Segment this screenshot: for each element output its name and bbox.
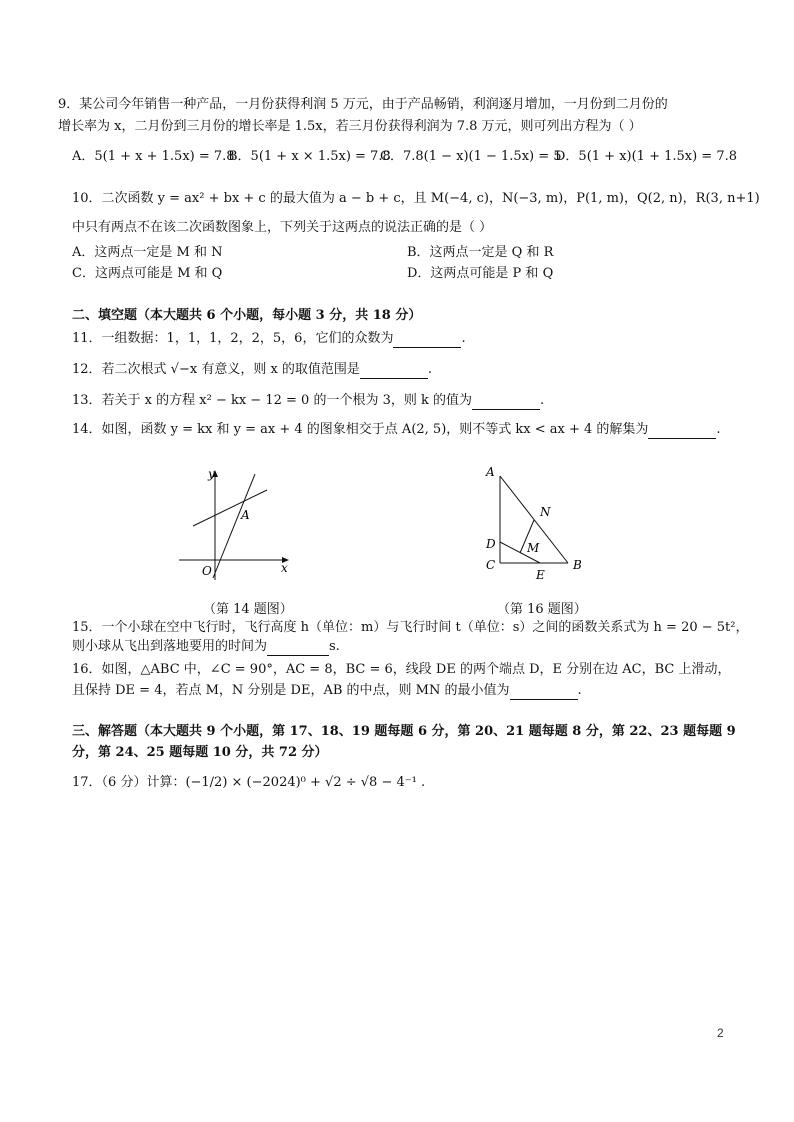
- page-number: 2: [717, 1026, 724, 1040]
- q16-stem: 且保持 DE = 4，若点 M，N 分别是 DE，AB 的中点，则 MN 的最小值为: [72, 683, 510, 698]
- q13-text: [72, 392, 544, 410]
- figure-14-caption: （第 14 题图）: [203, 602, 293, 617]
- q13-answer-blank[interactable]: [472, 395, 540, 410]
- q16-end: .: [577, 683, 582, 698]
- y-axis-label: y: [208, 467, 215, 481]
- q10-line1: 10．二次函数 y = ax² + bx + c 的最大值为 a − b + c，且 M(−4, c)，N(−3, m)，P(1, m)，Q(2, n)，R(3, n+1): [72, 191, 760, 206]
- x-axis-label: x: [281, 561, 288, 575]
- q10-option-d: D．这两点可能是 P 和 Q: [407, 266, 554, 281]
- q15-end: s.: [329, 639, 340, 654]
- q13-stem: 13．若关于 x 的方程 x² − kx − 12 = 0 的一个根为 3，则 k 的值为: [72, 393, 472, 408]
- vertex-b-label: B: [573, 558, 582, 572]
- q14-text: [72, 421, 721, 439]
- line-y-kx: [213, 474, 255, 578]
- section-3-title-line1: 三、解答题（本大题共 9 个小题，第 17、18、19 题每题 6 分，第 20、21 题每题 8 分，第 22、23 题每题 9: [72, 724, 736, 739]
- vertex-c-label: C: [486, 558, 496, 572]
- q13-end: .: [540, 393, 545, 408]
- q15-line1: 15．一个小球在空中飞行时，飞行高度 h（单位：m）与飞行时间 t（单位：s）之间的函数关系式为 h = 20 − 5t²，: [72, 620, 749, 635]
- q9-line1: 9．某公司今年销售一种产品，一月份获得利润 5 万元，由于产品畅销，利润逐月增加，一月份到二月份的: [58, 97, 668, 112]
- point-m-label: M: [527, 541, 540, 555]
- q10-option-b: B．这两点一定是 Q 和 R: [407, 245, 554, 260]
- origin-label: O: [202, 564, 212, 578]
- section-3-title-line2: 分，第 24、25 题每题 10 分，共 72 分）: [72, 745, 328, 760]
- q15-stem: 则小球从飞出到落地要用的时间为: [72, 639, 268, 654]
- q16-line1: 16．如图，△ABC 中，∠C = 90°，AC = 8，BC = 6，线段 DE 的两个端点 D，E 分别在边 AC，BC 上滑动，: [72, 662, 731, 677]
- q14-end: .: [716, 422, 721, 437]
- vertex-a-label: A: [486, 465, 495, 479]
- q16-answer-blank[interactable]: [510, 685, 578, 700]
- figure-16: [480, 458, 590, 586]
- figure-16-caption: （第 16 题图）: [497, 602, 587, 617]
- q10-option-c: C．这两点可能是 M 和 Q: [72, 266, 223, 281]
- q11-stem: 11．一组数据：1，1，1，2，2，5，6，它们的众数为: [72, 331, 394, 346]
- q15-line2: [72, 638, 340, 656]
- q9-option-b: B．5(1 + x × 1.5x) = 7.8: [228, 149, 391, 164]
- point-e-label: E: [536, 568, 545, 582]
- q12-answer-blank[interactable]: [360, 364, 428, 379]
- q9-option-c: C．7.8(1 − x)(1 − 1.5x) = 5: [380, 149, 562, 164]
- figure-14: [175, 462, 295, 587]
- q16-line2: [72, 682, 582, 700]
- q15-answer-blank[interactable]: [267, 641, 329, 656]
- q10-line2: 中只有两点不在该二次函数图象上，下列关于这两点的说法正确的是（ ）: [72, 220, 493, 235]
- point-n-label: N: [540, 505, 551, 519]
- point-d-label: D: [486, 537, 496, 551]
- q11-answer-blank[interactable]: [393, 333, 461, 348]
- q11-end: .: [461, 331, 466, 346]
- q17-text: 17．（6 分）计算：(−1/2) × (−2024)⁰ + √2 ÷ √8 − 4⁻¹ .: [72, 775, 426, 790]
- q9-option-d: D．5(1 + x)(1 + 1.5x) = 7.8: [555, 149, 738, 164]
- q9-line2: 增长率为 x，二月份到三月份的增长率是 1.5x，若三月份获得利润为 7.8 万元，则可列出方程为（ ）: [58, 119, 642, 134]
- point-a-label: A: [241, 508, 250, 522]
- q12-text: [72, 361, 432, 379]
- q9-option-a: A．5(1 + x + 1.5x) = 7.8: [72, 149, 235, 164]
- q10-option-a: A．这两点一定是 M 和 N: [72, 245, 223, 260]
- q11-text: [72, 330, 466, 348]
- q12-end: .: [427, 362, 433, 377]
- q14-answer-blank[interactable]: [648, 424, 716, 439]
- line-y-ax-plus-4: [193, 490, 267, 526]
- q12-stem: 12．若二次根式 √−x 有意义，则 x 的取值范围是: [72, 362, 360, 377]
- section-2-title: 二、填空题（本大题共 6 个小题，每小题 3 分，共 18 分）: [72, 308, 422, 323]
- q14-stem: 14．如图，函数 y = kx 和 y = ax + 4 的图象相交于点 A(2, 5)，则不等式 kx < ax + 4 的解集为: [72, 422, 649, 437]
